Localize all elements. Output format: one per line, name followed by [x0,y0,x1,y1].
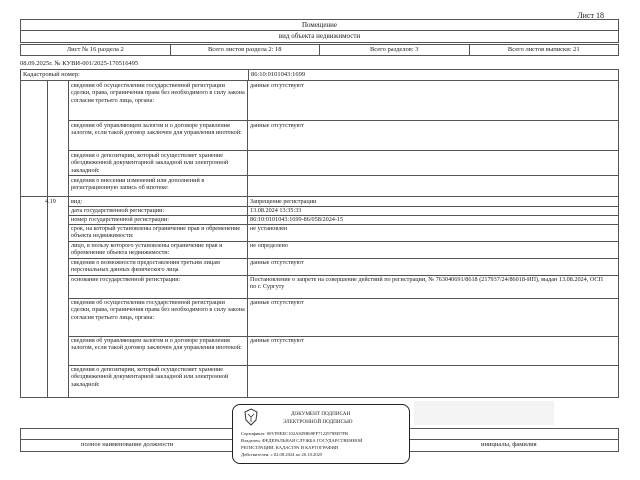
column-divider [247,80,248,397]
row-value: 13.08.2024 13:35:33 [250,207,302,214]
row-value: данные отсутствуют [250,337,304,344]
row-value: Запрещение регистрации [250,198,317,205]
row-label: лицо, в пользу которого установлены ограничение прав и обременение объекта недвижимости: [71,242,223,257]
row-value: данные отсутствуют [250,299,304,306]
stamp-title: ДОКУМЕНТ ПОДПИСАН [291,411,351,417]
row-label: номер государственной регистрации: [71,216,169,223]
row-label: основание государственной регистрации: [71,276,181,283]
initials-label: инициалы, фамилия [481,441,537,448]
row-value: данные отсутствуют [250,82,304,89]
row-label: сведения о депозитарии, который осуществляет хранение обездвиженной документарной закладной или электронной закладной: [71,152,229,174]
row-value: не определено [250,242,288,249]
watermark-graphic [410,395,560,430]
row-value: не установлен [250,225,288,232]
stamp-subtitle: ЭЛЕКТРОННОЙ ПОДПИСЬЮ [283,419,353,425]
meta-total-sheets: Всего листов выписки: 21 [507,46,580,53]
document-number: 08.09.2025г. № КУВИ-001/2025-170516495 [20,60,139,67]
meta-total-sections: Всего разделов: 3 [320,45,470,55]
object-type-subtitle: вид объекта недвижимости [20,30,619,43]
sheet-number: Лист 18 [577,11,604,20]
cadastral-value: 86:10:0101043:1699 [248,70,305,80]
row-divider [68,150,618,151]
row-value: данные отсутствуют [250,122,304,129]
row-value: Постановление о запрете на совершение действий по регистрации, № 763040691/8618 (217937/24/86018-ИП), выдан 13.08.2024, ОСП по г. Сургуту [250,276,603,291]
position-label: полное наименование должности [81,441,174,448]
meta-total-sheets-section: Всего листов раздела 2: 18 [171,45,321,55]
object-type-title: Помещение [20,19,619,31]
row-label: сведения о внесении изменений или дополнений в регистрационную запись об ипотеке: [71,177,205,192]
electronic-signature-stamp [232,404,410,464]
emblem-icon [243,408,259,426]
entry-divider [21,196,618,197]
column-divider [68,80,69,397]
stamp-validity: Действителен: с 02.08.2024 по 26.10.2025 [241,452,323,457]
row-label: вид: [71,198,83,205]
row-value: данные отсутствуют [250,259,304,266]
stamp-owner: Владелец: ФЕДЕРАЛЬНАЯ СЛУЖБА ГОСУДАРСТВЕННОЙ [241,438,363,443]
row-label: сведения об осуществлении государственной регистрации сделки, права, ограничения права без необходимого в силу закона согласия третьего лица, органа: [71,299,245,321]
row-divider [68,175,618,176]
row-divider [68,120,618,121]
row-label: сведения о депозитарии, который осуществляет хранение обездвиженной документарной закладной или электронной закладной: [71,366,229,388]
record-table [20,80,619,398]
row-label: сведения об осуществлении государственной регистрации сделки, права, ограничения права без необходимого в силу закона согласия третьего лица, органа: [71,82,245,104]
row-label: сведения об управляющем залогом и о договоре управления залогом, если такой договор заключен для управления ипотекой: [71,337,242,352]
sheet-meta-row [20,44,619,56]
row-label: сведения об управляющем залогом и о договоре управления залогом, если такой договор заключен для управления ипотекой: [71,122,242,137]
cadastral-label: Кадастровый номер: [23,71,80,78]
row-label: дата государственной регистрации: [71,207,165,214]
column-divider [47,80,48,397]
stamp-owner-2: РЕГИСТРАЦИИ, КАДАСТРА И КАРТОГРАФИИ [241,445,339,450]
stamp-certificate: Сертификат: 00VF8EEC102A829B69FF7122978EB7FB [241,431,348,436]
row-label: сведения о возможности предоставления третьим лицам персональных данных физического лица [71,259,220,274]
row-value: 86:10:0101043:1699-86/058/2024-15 [250,216,344,223]
watermark [410,395,560,430]
row-label: срок, на который установлены ограничение прав и обременение объекта недвижимости: [71,225,241,240]
entry-number: 4.19 [45,198,56,205]
meta-sheet-of-section: Лист № 16 раздела 2 [21,45,171,55]
